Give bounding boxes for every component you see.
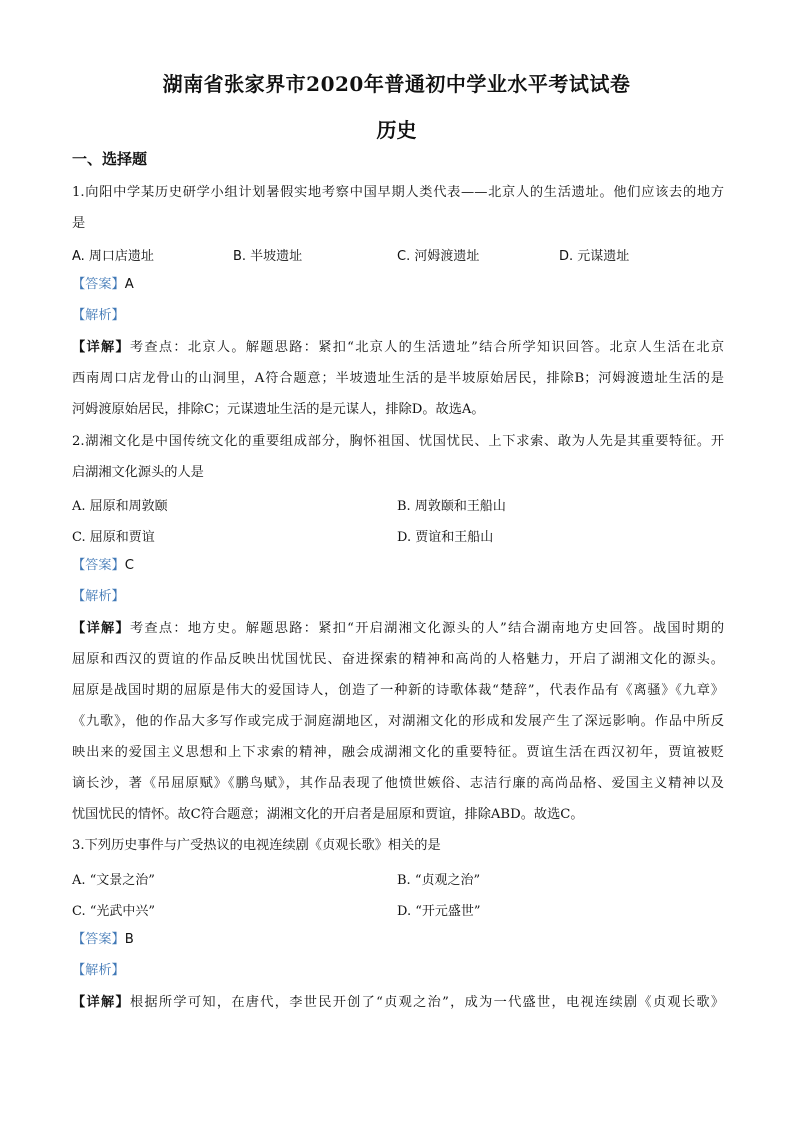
question-1-stem-line-2: 是 [72,216,86,231]
answer-value: B [124,932,134,947]
detail-text: 考查点：北京人。解题思路：紧扣“北京人的生活遗址”结合所学知识回答。北京人生活在北京 [129,340,725,355]
question-2-stem-line-2: 启湖湘文化源头的人是 [72,465,204,480]
question-2-detail-line-5: 映出来的爱国主义思想和上下求索的精神，融会成湖湘文化的重要特征。贾谊生活在西汉初年，贾谊被贬 [72,745,724,760]
question-3-stem-line-1: 3.下列历史事件与广受热议的电视连续剧《贞观长歌》相关的是 [72,838,441,853]
question-3-option-d: D. “开元盛世” [397,904,481,919]
question-1-analysis-label: 【解析】 [72,308,125,323]
question-1-option-b: B. 半坡遗址 [233,249,303,264]
detail-text: 根据所学可知，在唐代，李世民开创了“贞观之治”，成为一代盛世，电视连续剧《贞观长歌》 [129,995,725,1010]
question-2-answer [72,557,724,575]
question-3-analysis-label: 【解析】 [72,963,125,978]
question-3-detail-line-1 [72,994,724,1012]
question-2-detail-line-6: 谪长沙，著《吊屈原赋》《鹏鸟赋》，其作品表现了他愤世嫉俗、志洁行廉的高尚品格、爱国主义精神以及 [72,776,724,791]
detail-label: 【详解】 [72,621,130,636]
question-1-answer [72,276,724,294]
section-heading: 一、选择题 [72,150,148,168]
question-2-option-d: D. 贾谊和王船山 [397,530,494,545]
answer-value: A [124,277,134,292]
subject-title: 历史 [376,118,417,142]
question-2-detail-line-2: 屈原和西汉的贾谊的作品反映出忧国忧民、奋进探索的精神和高尚的人格魅力，开启了湖湘文化的源头。 [72,652,724,667]
page-title: 湖南省张家界市2020年普通初中学业水平考试试卷 [162,72,631,96]
question-3-option-c: C. “光武中兴” [72,904,156,919]
question-1-detail-line-2: 西南周口店龙骨山的山洞里，A符合题意；半坡遗址生活的是半坡原始居民，排除B；河姆渡遗址生活的是 [72,371,724,386]
answer-label: 【答案】 [72,558,125,573]
question-1-stem-line-1: 1.向阳中学某历史研学小组计划暑假实地考察中国早期人类代表——北京人的生活遗址。他们应该去的地方 [72,185,724,200]
question-3-option-a: A. “文景之治” [72,873,155,888]
detail-label: 【详解】 [72,995,130,1010]
question-1-detail-line-1 [72,339,724,357]
question-2-stem-line-1: 2.湖湘文化是中国传统文化的重要组成部分，胸怀祖国、忧国忧民、上下求索、敢为人先是其重要特征。开 [72,434,724,449]
question-3-option-b: B. “贞观之治” [397,873,481,888]
detail-label: 【详解】 [72,340,130,355]
question-1-detail-line-3: 河姆渡原始居民，排除C；元谋遗址生活的是元谋人，排除D。故选A。 [72,402,485,417]
question-2-detail-line-3: 屈原是战国时期的屈原是伟大的爱国诗人，创造了一种新的诗歌体裁“楚辞”，代表作品有《离骚》《九章》 [72,683,724,698]
answer-label: 【答案】 [72,277,125,292]
question-1-option-d: D. 元谋遗址 [559,249,630,264]
question-1-option-a: A. 周口店遗址 [72,249,154,264]
question-1-option-c: C. 河姆渡遗址 [397,249,480,264]
question-2-option-c: C. 屈原和贾谊 [72,530,155,545]
question-2-detail-line-7: 忧国忧民的情怀。故C符合题意；湖湘文化的开启者是屈原和贾谊，排除ABD。故选C。 [72,807,584,822]
question-2-detail-line-4: 《九歌》，他的作品大多写作或完成于洞庭湖地区，对湖湘文化的形成和发展产生了深远影响。作品中所反 [72,714,724,729]
question-2-option-b: B. 周敦颐和王船山 [397,499,506,514]
detail-text: 考查点：地方史。解题思路：紧扣“开启湖湘文化源头的人”结合湖南地方史回答。战国时期的 [129,621,725,636]
question-2-detail-line-1 [72,620,724,638]
question-2-option-a: A. 屈原和周敦颐 [72,499,168,514]
answer-label: 【答案】 [72,932,125,947]
question-2-analysis-label: 【解析】 [72,589,125,604]
question-3-answer [72,931,724,949]
answer-value: C [124,558,134,573]
